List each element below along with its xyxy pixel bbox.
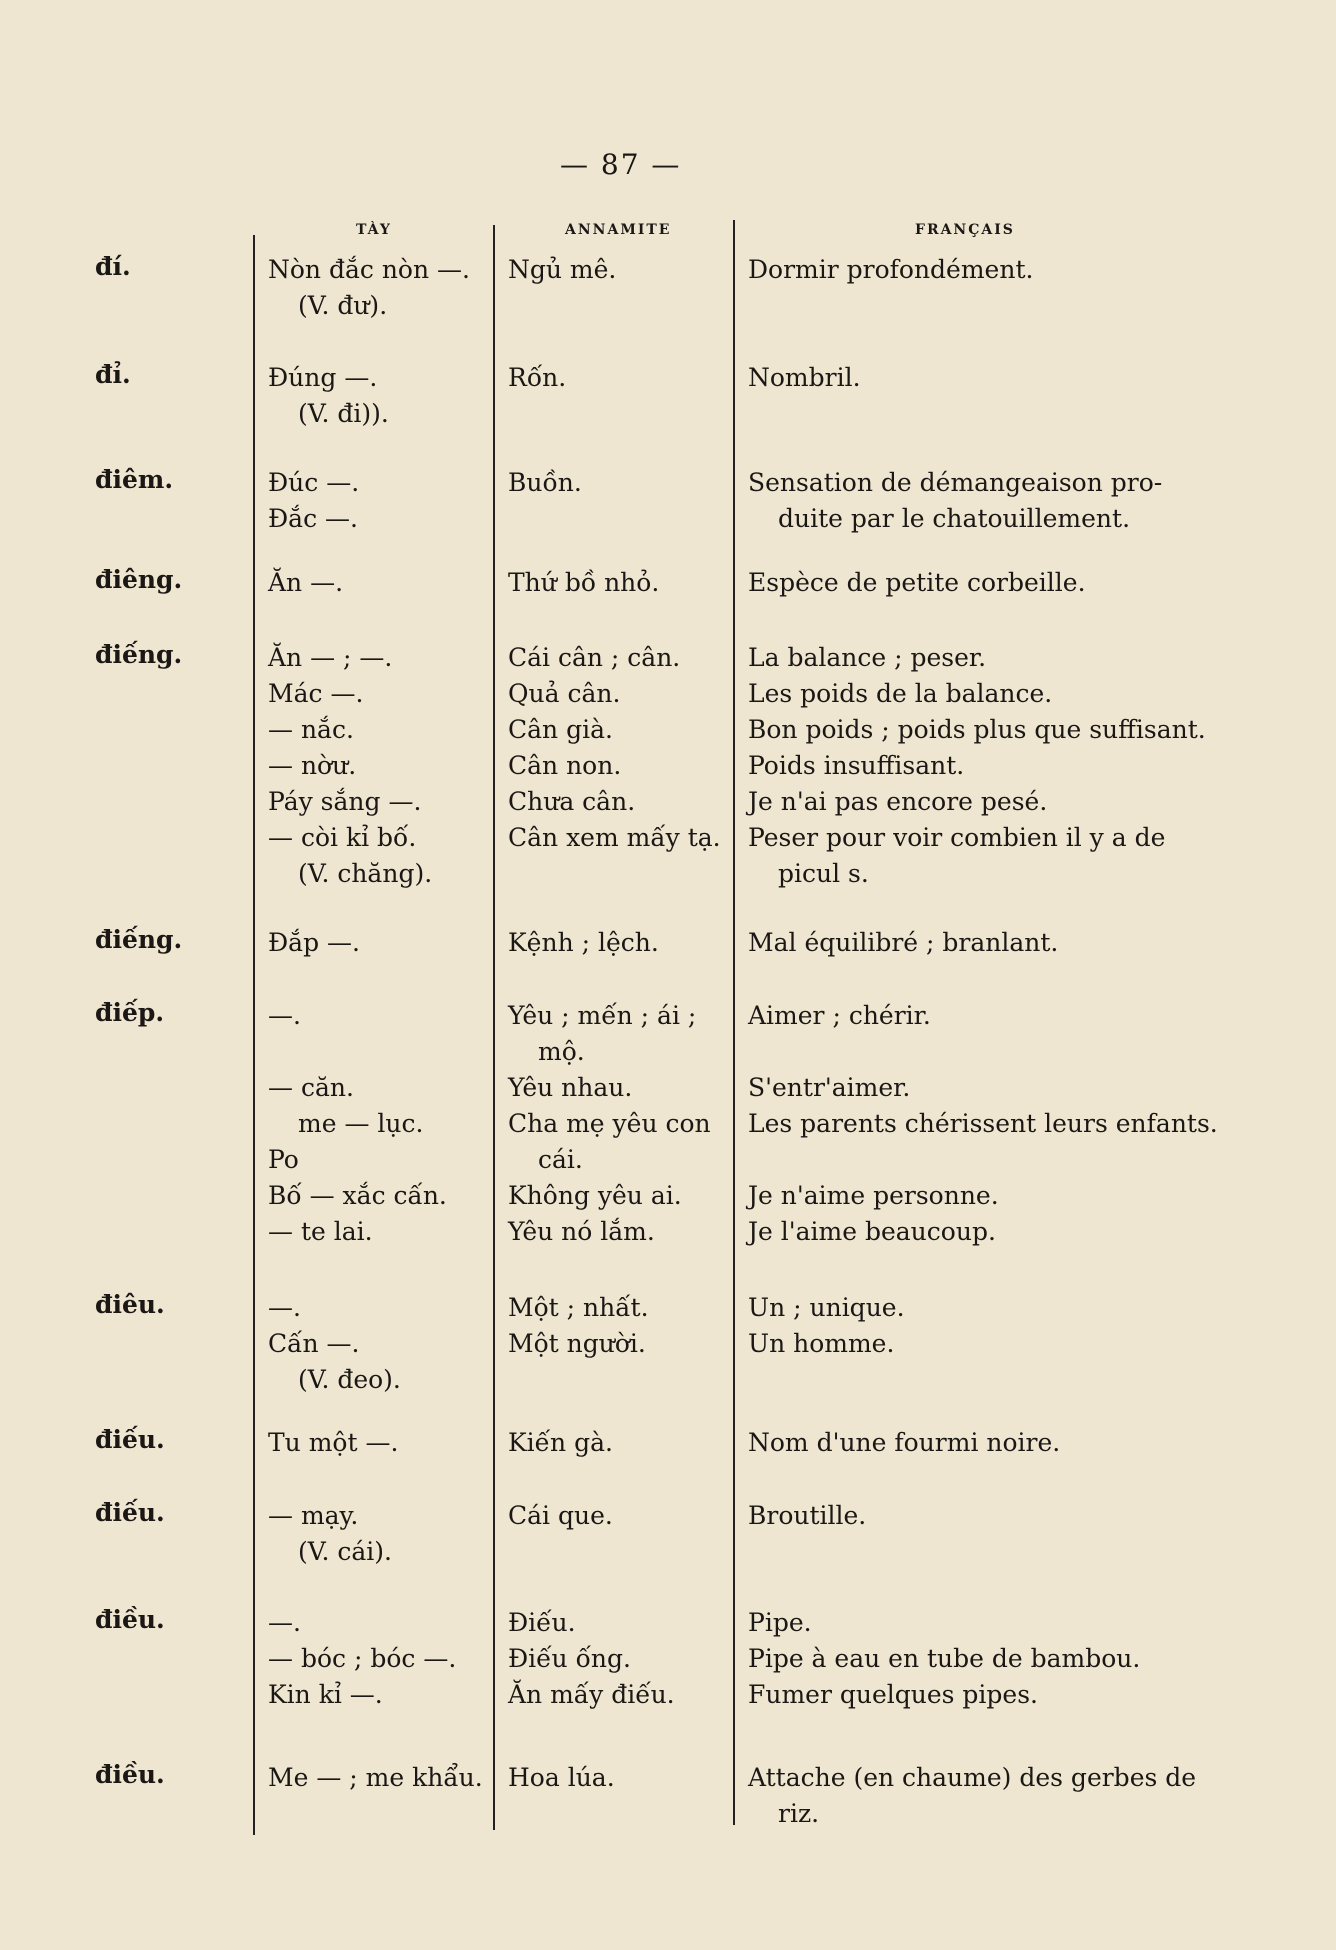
text-line: picul s. bbox=[778, 859, 869, 888]
text-line: Một ; nhất. bbox=[508, 1293, 649, 1322]
francais-cell bbox=[748, 640, 1208, 892]
annamite-cell bbox=[508, 925, 659, 961]
headword: đỉ. bbox=[95, 360, 131, 389]
francais-cell bbox=[748, 1605, 1208, 1713]
annamite-cell bbox=[508, 998, 711, 1250]
text-line: —. bbox=[268, 1293, 301, 1322]
tay-cell bbox=[268, 565, 343, 601]
text-line: — te lai. bbox=[268, 1217, 373, 1246]
tay-cell bbox=[268, 252, 470, 324]
text-line bbox=[268, 1034, 447, 1070]
text-line: Mal équilibré ; branlant. bbox=[748, 928, 1059, 957]
text-line: Je l'aime beaucoup. bbox=[748, 1217, 996, 1246]
francais-cell bbox=[748, 1760, 1208, 1832]
column-rule-1 bbox=[253, 235, 255, 1835]
text-line: Poids insuffisant. bbox=[748, 751, 965, 780]
text-line: Buồn. bbox=[508, 468, 582, 497]
text-line: Chưa cân. bbox=[508, 787, 636, 816]
text-line: Đắc —. bbox=[268, 504, 358, 533]
text-line: Điếu ống. bbox=[508, 1644, 631, 1673]
column-rule-3 bbox=[733, 220, 735, 1825]
text-line: Cân xem mấy tạ. bbox=[508, 823, 721, 852]
text-line: —. bbox=[268, 1001, 301, 1030]
text-line: Đắp —. bbox=[268, 928, 360, 957]
tay-cell bbox=[268, 640, 432, 892]
text-line: duite par le chatouillement. bbox=[778, 504, 1131, 533]
text-line: Cái cân ; cân. bbox=[508, 643, 681, 672]
text-line: — căn. bbox=[268, 1073, 354, 1102]
text-line: Ăn — ; —. bbox=[268, 643, 393, 672]
text-line: riz. bbox=[778, 1799, 820, 1828]
text-line: Bon poids ; poids plus que suffisant. bbox=[748, 715, 1206, 744]
text-line: —. bbox=[268, 1608, 301, 1637]
annamite-cell bbox=[508, 252, 616, 288]
annamite-cell bbox=[508, 565, 659, 601]
text-line: Thứ bồ nhỏ. bbox=[508, 568, 660, 597]
header-tay: TÀY bbox=[356, 222, 392, 238]
text-line: La balance ; peser. bbox=[748, 643, 987, 672]
tay-cell bbox=[268, 1760, 483, 1796]
text-line: Les poids de la balance. bbox=[748, 679, 1053, 708]
text-line: Nom d'une fourmi noire. bbox=[748, 1428, 1061, 1457]
tay-cell bbox=[268, 925, 360, 961]
text-line: Đúc —. bbox=[268, 468, 360, 497]
text-line: (V. đi)). bbox=[298, 399, 389, 428]
text-line: me — lục. bbox=[298, 1109, 424, 1138]
annamite-cell bbox=[508, 1425, 613, 1461]
annamite-cell bbox=[508, 465, 582, 501]
text-line: Không yêu ai. bbox=[508, 1181, 682, 1210]
text-line: Je n'aime personne. bbox=[748, 1181, 999, 1210]
headword: điếu. bbox=[95, 1425, 165, 1454]
text-line: — mạy. bbox=[268, 1501, 359, 1530]
annamite-cell bbox=[508, 360, 566, 396]
annamite-cell bbox=[508, 1498, 613, 1534]
tay-cell bbox=[268, 1290, 401, 1398]
text-line: Mác —. bbox=[268, 679, 364, 708]
text-line: Nombril. bbox=[748, 363, 861, 392]
text-line: Broutille. bbox=[748, 1501, 867, 1530]
text-line: Hoa lúa. bbox=[508, 1763, 615, 1792]
text-line: Pipe à eau en tube de bambou. bbox=[748, 1644, 1141, 1673]
text-line: Cân non. bbox=[508, 751, 622, 780]
text-line: cái. bbox=[538, 1145, 583, 1174]
headword: điêng. bbox=[95, 565, 183, 594]
headword: điêu. bbox=[95, 1290, 165, 1319]
tay-cell bbox=[268, 465, 359, 537]
text-line: Cấn —. bbox=[268, 1329, 360, 1358]
text-line: — còi kỉ bố. bbox=[268, 823, 417, 852]
annamite-cell bbox=[508, 1760, 615, 1796]
text-line: Páy sắng —. bbox=[268, 787, 422, 816]
headword: điều. bbox=[95, 1605, 165, 1634]
text-line: — bóc ; bóc —. bbox=[268, 1644, 457, 1673]
text-line: Nòn đắc nòn —. bbox=[268, 255, 470, 284]
text-line: Les parents chérissent leurs enfants. bbox=[748, 1109, 1218, 1138]
text-line: Cha mẹ yêu con bbox=[508, 1109, 711, 1138]
tay-cell bbox=[268, 1498, 392, 1570]
text-line: — nắc. bbox=[268, 715, 354, 744]
text-line: Cái que. bbox=[508, 1501, 613, 1530]
annamite-cell bbox=[508, 1290, 649, 1362]
francais-cell bbox=[748, 998, 1218, 1250]
text-line: Un homme. bbox=[748, 1329, 895, 1358]
tay-cell bbox=[268, 1605, 456, 1713]
text-line: Attache (en chaume) des gerbes de bbox=[748, 1763, 1197, 1792]
text-line: Kệnh ; lệch. bbox=[508, 928, 659, 957]
text-line: Kin kỉ —. bbox=[268, 1680, 383, 1709]
text-line: Ăn —. bbox=[268, 568, 344, 597]
text-line: Po bbox=[268, 1145, 299, 1174]
headword: đí. bbox=[95, 252, 131, 281]
headword: điều. bbox=[95, 1760, 165, 1789]
text-line: Un ; unique. bbox=[748, 1293, 905, 1322]
text-line: Cân già. bbox=[508, 715, 613, 744]
text-line: Peser pour voir combien il y a de bbox=[748, 823, 1166, 852]
text-line: Một người. bbox=[508, 1329, 646, 1358]
text-line: Điếu. bbox=[508, 1608, 576, 1637]
text-line: Quả cân. bbox=[508, 679, 621, 708]
text-line: (V. chăng). bbox=[298, 859, 433, 888]
headword: điếng. bbox=[95, 640, 183, 669]
text-line: Fumer quelques pipes. bbox=[748, 1680, 1038, 1709]
text-line: Bố — xắc cấn. bbox=[268, 1181, 447, 1210]
text-line: Aimer ; chérir. bbox=[748, 1001, 931, 1030]
francais-cell bbox=[748, 1425, 1208, 1461]
header-annamite: ANNAMITE bbox=[565, 222, 672, 238]
francais-cell bbox=[748, 465, 1208, 537]
text-line: Pipe. bbox=[748, 1608, 812, 1637]
text-line: — nờư. bbox=[268, 751, 357, 780]
francais-cell bbox=[748, 565, 1208, 601]
annamite-cell bbox=[508, 1605, 675, 1713]
text-line: Tu một —. bbox=[268, 1428, 399, 1457]
headword: điếp. bbox=[95, 998, 165, 1027]
headword: điếu. bbox=[95, 1498, 165, 1527]
headword: điếng. bbox=[95, 925, 183, 954]
tay-cell bbox=[268, 360, 389, 432]
column-rule-2 bbox=[493, 225, 495, 1830]
text-line: Sensation de démangeaison pro- bbox=[748, 468, 1163, 497]
text-line: S'entr'aimer. bbox=[748, 1073, 911, 1102]
text-line: (V. đeo). bbox=[298, 1365, 401, 1394]
tay-cell bbox=[268, 1425, 398, 1461]
page-number: — 87 — bbox=[560, 148, 682, 181]
text-line: (V. đư). bbox=[298, 291, 388, 320]
text-line: Espèce de petite corbeille. bbox=[748, 568, 1086, 597]
text-line: Kiến gà. bbox=[508, 1428, 613, 1457]
text-line: Rốn. bbox=[508, 363, 567, 392]
tay-cell bbox=[268, 998, 447, 1250]
text-line: Je n'ai pas encore pesé. bbox=[748, 787, 1048, 816]
text-line: mộ. bbox=[538, 1037, 585, 1066]
header-francais: FRANÇAIS bbox=[915, 222, 1015, 238]
text-line: Yêu nhau. bbox=[508, 1073, 633, 1102]
text-line: Dormir profondément. bbox=[748, 255, 1034, 284]
text-line bbox=[748, 1142, 1208, 1178]
francais-cell bbox=[748, 360, 1208, 396]
text-line: Me — ; me khẩu. bbox=[268, 1763, 483, 1792]
text-line: Đúng —. bbox=[268, 363, 378, 392]
francais-cell bbox=[748, 925, 1208, 961]
text-line bbox=[748, 1034, 1208, 1070]
francais-cell bbox=[748, 252, 1208, 288]
annamite-cell bbox=[508, 640, 721, 856]
text-line: Yêu nó lắm. bbox=[508, 1217, 655, 1246]
text-line: (V. cái). bbox=[298, 1537, 392, 1566]
text-line: Ăn mấy điếu. bbox=[508, 1680, 675, 1709]
text-line: Yêu ; mến ; ái ; bbox=[508, 1001, 697, 1030]
francais-cell bbox=[748, 1498, 1208, 1534]
francais-cell bbox=[748, 1290, 1208, 1362]
text-line: Ngủ mê. bbox=[508, 255, 617, 284]
headword: điêm. bbox=[95, 465, 174, 494]
